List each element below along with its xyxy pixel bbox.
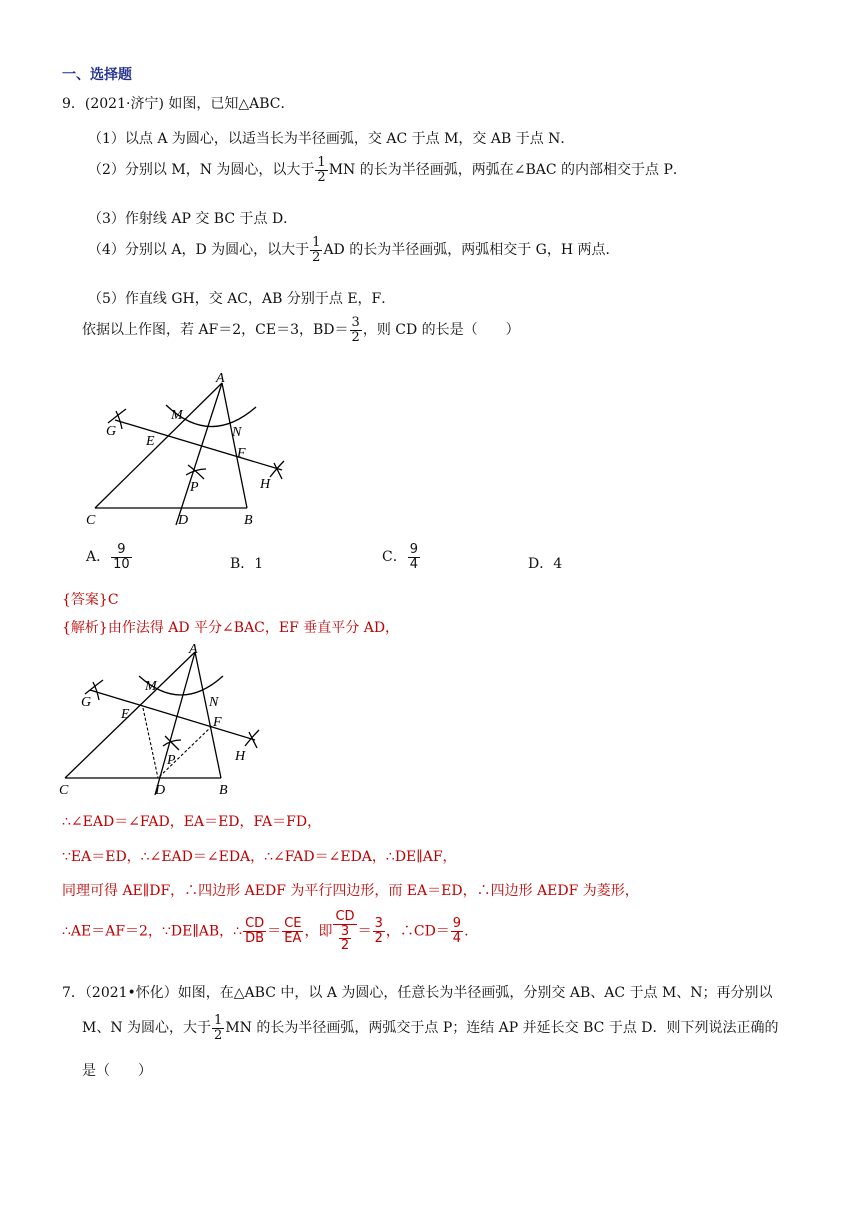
q9-figure: [70, 365, 300, 530]
q9-step-4-text-b: AD 的长为半径画弧，两弧相交于 G，H 两点．: [323, 242, 620, 259]
fraction-ce-ea: $\frac{CE}{EA}$: [284, 916, 302, 946]
label-C: C: [59, 783, 69, 798]
label-G: G: [106, 424, 117, 439]
fraction-half: $\frac{1}{2}$: [312, 235, 321, 265]
label-B: B: [244, 513, 253, 528]
label-D: D: [178, 513, 189, 528]
label-P: P: [167, 753, 176, 768]
label-E: E: [121, 707, 130, 722]
label-N: N: [232, 425, 242, 440]
label-A: A: [216, 371, 225, 386]
q9-step-2-text-a: （2）分别以 M，N 为圆心，以大于: [88, 162, 315, 179]
fraction-half: $\frac{1}{2}$: [317, 155, 326, 185]
q7-line-2: M、N 为圆心，大于 $\frac{1}{2}$ MN 的长为半径画弧，两弧交于点 P；连结 AP 并延长交 BC 于点 D．则下列说法正确的: [82, 1013, 779, 1043]
label-N: N: [209, 695, 219, 710]
label-P: P: [190, 480, 199, 495]
fraction-9-4: $\frac{9}{4}$: [409, 542, 418, 572]
q9-step-2: [88, 156, 687, 184]
condition-text-b: ，则 CD 的长是（ ）: [362, 322, 520, 339]
section-title: 一、选择题: [62, 67, 132, 83]
analysis-intro: {解析}由作法得 AD 平分∠BAC，EF 垂直平分 AD，: [62, 620, 400, 636]
q7-line-1: 7．（2021•怀化）如图，在△ABC 中，以 A 为圆心，任意长为半径画弧，分别交 AB、AC 于点 M、N；再分别以: [62, 985, 773, 1001]
condition-text-a: 依据以上作图，若 AF＝2，CE＝3，BD＝: [82, 322, 349, 339]
label-F: F: [237, 446, 246, 461]
q7-line-3: 是（ ）: [82, 1063, 152, 1079]
fraction-half: $\frac{1}{2}$: [214, 1013, 223, 1043]
answer: {答案}C: [62, 592, 119, 608]
label-H: H: [235, 749, 246, 764]
label-H: H: [260, 477, 271, 492]
option-a[interactable]: A． $\frac{9}{10}$: [86, 542, 130, 572]
q9-step-3: （3）作射线 AP 交 BC 于点 D．: [88, 211, 298, 227]
label-B: B: [219, 783, 228, 798]
fraction-bd: $\frac{3}{2}$: [351, 315, 360, 345]
label-G: G: [81, 695, 92, 710]
q9-step-1: （1）以点 A 为圆心，以适当长为半径画弧，交 AC 于点 M，交 AB 于点 N．: [88, 131, 575, 147]
analysis-line-3: 同理可得 AE∥DF，∴四边形 AEDF 为平行四边形，而 EA＝ED，∴四边形 AEDF 为菱形，: [62, 883, 639, 899]
analysis-figure: [55, 640, 265, 800]
analysis-line-2: ∵EA＝ED，∴∠EAD＝∠EDA，∴∠FAD＝∠EDA，∴DE∥AF，: [62, 849, 457, 865]
label-D: D: [155, 783, 166, 798]
option-c[interactable]: C． $\frac{9}{4}$: [382, 542, 418, 572]
q9-header: 9．(2021·济宁) 如图，已知△ABC．: [62, 96, 295, 112]
q9-step-2-text-b: MN 的长为半径画弧，两弧在∠BAC 的内部相交于点 P．: [328, 162, 687, 179]
q9-step-4: [88, 236, 620, 264]
q9-step-4-text-a: （4）分别以 A，D 为圆心，以大于: [88, 242, 310, 259]
fraction-cd-three-halves: $\frac{CD}{\frac{3}{2}}$: [335, 909, 355, 954]
fraction-9-4-result: $\frac{9}{4}$: [452, 916, 462, 946]
label-E: E: [146, 434, 155, 449]
label-A: A: [189, 642, 198, 657]
label-F: F: [213, 715, 222, 730]
analysis-line-1: ∴∠EAD＝∠FAD，EA＝ED，FA＝FD，: [62, 814, 322, 830]
fraction-9-10: $\frac{9}{10}$: [113, 542, 130, 572]
q9-step-5: （5）作直线 GH，交 AC，AB 分别于点 E，F．: [88, 291, 396, 307]
q9-condition: [82, 316, 520, 344]
label-M: M: [145, 679, 157, 694]
fraction-cd-db: $\frac{CD}{DB}$: [245, 916, 265, 946]
option-b[interactable]: B．1: [230, 556, 264, 572]
option-d[interactable]: D．4: [528, 556, 563, 572]
fraction-3-2: $\frac{3}{2}$: [374, 916, 383, 946]
label-C: C: [86, 513, 96, 528]
label-M: M: [171, 408, 183, 423]
analysis-line-4: ∴AE＝AF＝2，∵DE∥AB，∴ $\frac{CD}{DB}$ ＝ $\frac{CE}{EA}$ ，即 $\frac{CD}{\frac{3}{2}}$ ＝ $\frac{3}{2}$ ，∴CD＝ $\frac{9}{4}$ .: [62, 909, 469, 954]
